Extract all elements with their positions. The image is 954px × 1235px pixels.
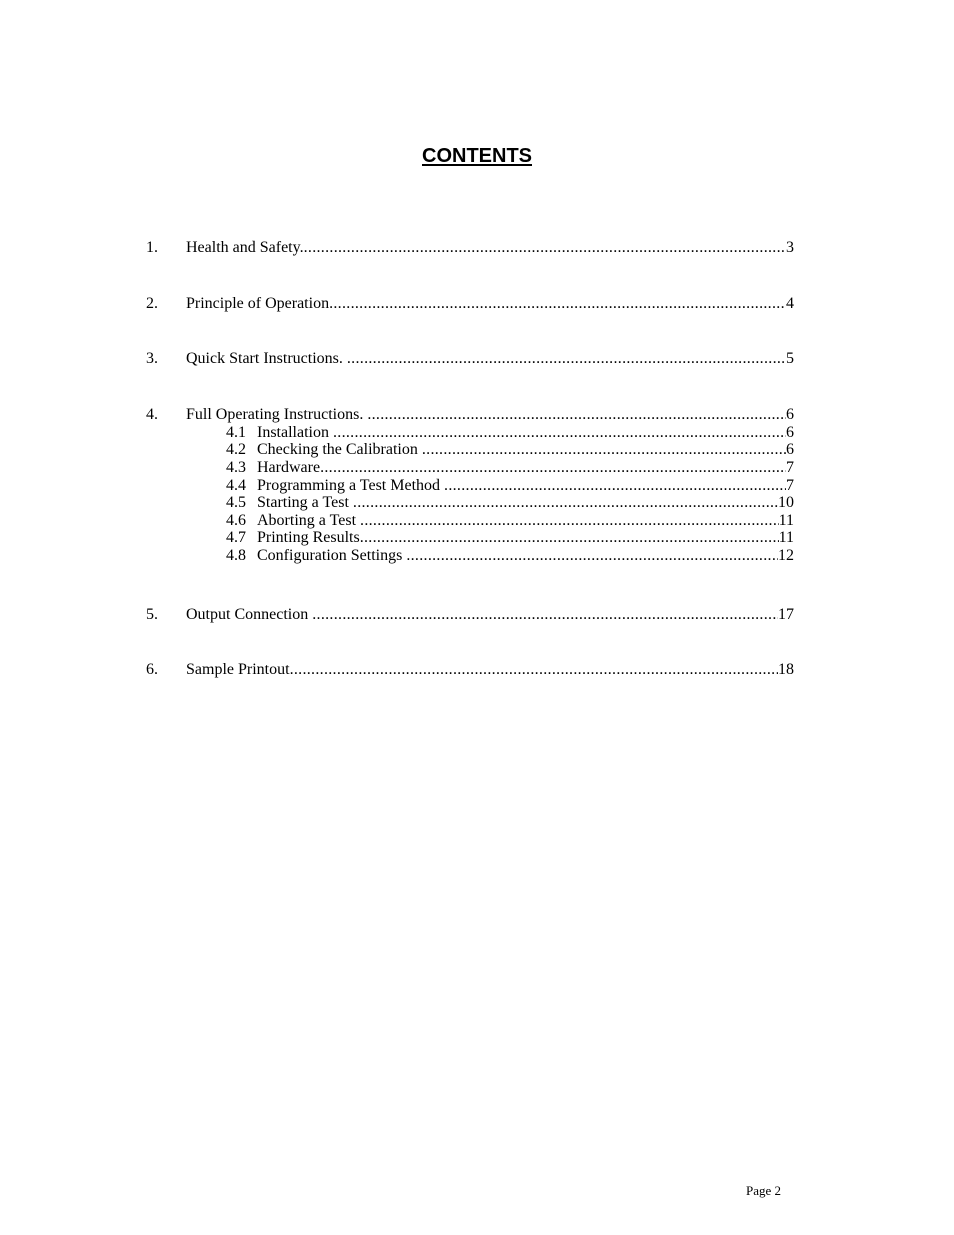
toc-subentry-number: 4.2 xyxy=(226,441,246,458)
toc-subentry-page: 11 xyxy=(778,529,794,546)
toc-subentry-printing-results[interactable] xyxy=(146,529,794,547)
toc-subentry-number: 4.8 xyxy=(226,547,246,564)
toc-subentry-number: 4.7 xyxy=(226,529,246,546)
toc-entry-principle-of-operation[interactable] xyxy=(146,295,794,313)
toc-subentry-number: 4.6 xyxy=(226,512,246,529)
toc-entry-number: 4. xyxy=(146,406,158,423)
dot-leader xyxy=(347,350,786,368)
dot-leader xyxy=(290,661,778,679)
dot-leader xyxy=(360,529,779,547)
toc-entry-health-and-safety[interactable] xyxy=(146,239,794,257)
toc-subentry-label: Programming a Test Method xyxy=(257,477,445,494)
toc-entry-quick-start[interactable] xyxy=(146,350,794,368)
toc-subentry-page: 11 xyxy=(778,512,794,529)
toc-entry-sample-printout[interactable] xyxy=(146,661,794,679)
dot-leader xyxy=(353,494,778,512)
dot-leader xyxy=(304,239,786,257)
toc-subentry-label: Aborting a Test xyxy=(257,512,361,529)
toc-subentry-programming-test-method[interactable] xyxy=(146,477,794,495)
toc-subentry-label: Starting a Test xyxy=(257,494,353,511)
dot-leader xyxy=(444,477,786,495)
toc-subentry-number: 4.5 xyxy=(226,494,246,511)
toc-entry-page: 5 xyxy=(786,350,794,367)
toc-subentry-checking-calibration[interactable] xyxy=(146,441,794,459)
dot-leader xyxy=(422,441,786,459)
page-title: CONTENTS xyxy=(422,145,532,167)
dot-leader xyxy=(329,295,786,313)
page-number-footer: Page 2 xyxy=(746,1183,782,1198)
toc-subentry-hardware[interactable] xyxy=(146,459,794,477)
toc-entry-number: 2. xyxy=(146,295,158,312)
toc-subentry-label: Configuration Settings xyxy=(257,547,407,564)
toc-entry-label: Quick Start Instructions. xyxy=(186,350,347,367)
toc-entry-output-connection[interactable] xyxy=(146,606,794,624)
dot-leader xyxy=(312,606,778,624)
toc-subentry-label: Printing Results xyxy=(257,529,360,546)
dot-leader xyxy=(360,512,779,530)
toc-entry-full-operating-instructions[interactable] xyxy=(146,406,794,424)
dot-leader xyxy=(406,547,778,565)
toc-subentry-starting-test[interactable] xyxy=(146,494,794,512)
dot-leader xyxy=(367,406,786,424)
toc-subentry-configuration-settings[interactable] xyxy=(146,547,794,565)
toc-subentry-page: 12 xyxy=(778,547,794,564)
toc-subentry-label: Hardware xyxy=(257,459,321,476)
toc-entry-number: 1. xyxy=(146,239,158,256)
toc-subentry-page: 6 xyxy=(786,424,794,441)
toc-subentry-number: 4.4 xyxy=(226,477,246,494)
toc-entry-page: 6 xyxy=(786,406,794,423)
toc-entry-number: 3. xyxy=(146,350,158,367)
toc-subentry-label: Installation xyxy=(257,424,333,441)
toc-entry-label: Full Operating Instructions. xyxy=(186,406,368,423)
toc-entry-page: 18 xyxy=(778,661,794,678)
toc-entry-label: Principle of Operation xyxy=(186,295,330,312)
toc-subentry-page: 7 xyxy=(786,477,794,494)
toc-entry-page: 4 xyxy=(786,295,794,312)
toc-entry-number: 5. xyxy=(146,606,158,623)
toc-entry-page: 17 xyxy=(778,606,794,623)
toc-subentry-aborting-test[interactable] xyxy=(146,512,794,530)
toc-entry-label: Output Connection xyxy=(186,606,313,623)
toc-subentry-installation[interactable] xyxy=(146,424,794,442)
toc-subentry-number: 4.1 xyxy=(226,424,246,441)
toc-entry-page: 3 xyxy=(786,239,794,256)
toc-subentry-page: 10 xyxy=(778,494,794,511)
toc-subentry-label: Checking the Calibration xyxy=(257,441,422,458)
toc-entry-number: 6. xyxy=(146,661,158,678)
toc-subentry-page: 7 xyxy=(786,459,794,476)
dot-leader xyxy=(320,459,786,477)
toc-entry-label: Health and Safety. xyxy=(186,239,304,256)
toc-subentry-page: 6 xyxy=(786,441,794,458)
toc-entry-label: Sample Printout xyxy=(186,661,290,678)
dot-leader xyxy=(333,424,786,442)
toc-subentry-number: 4.3 xyxy=(226,459,246,476)
